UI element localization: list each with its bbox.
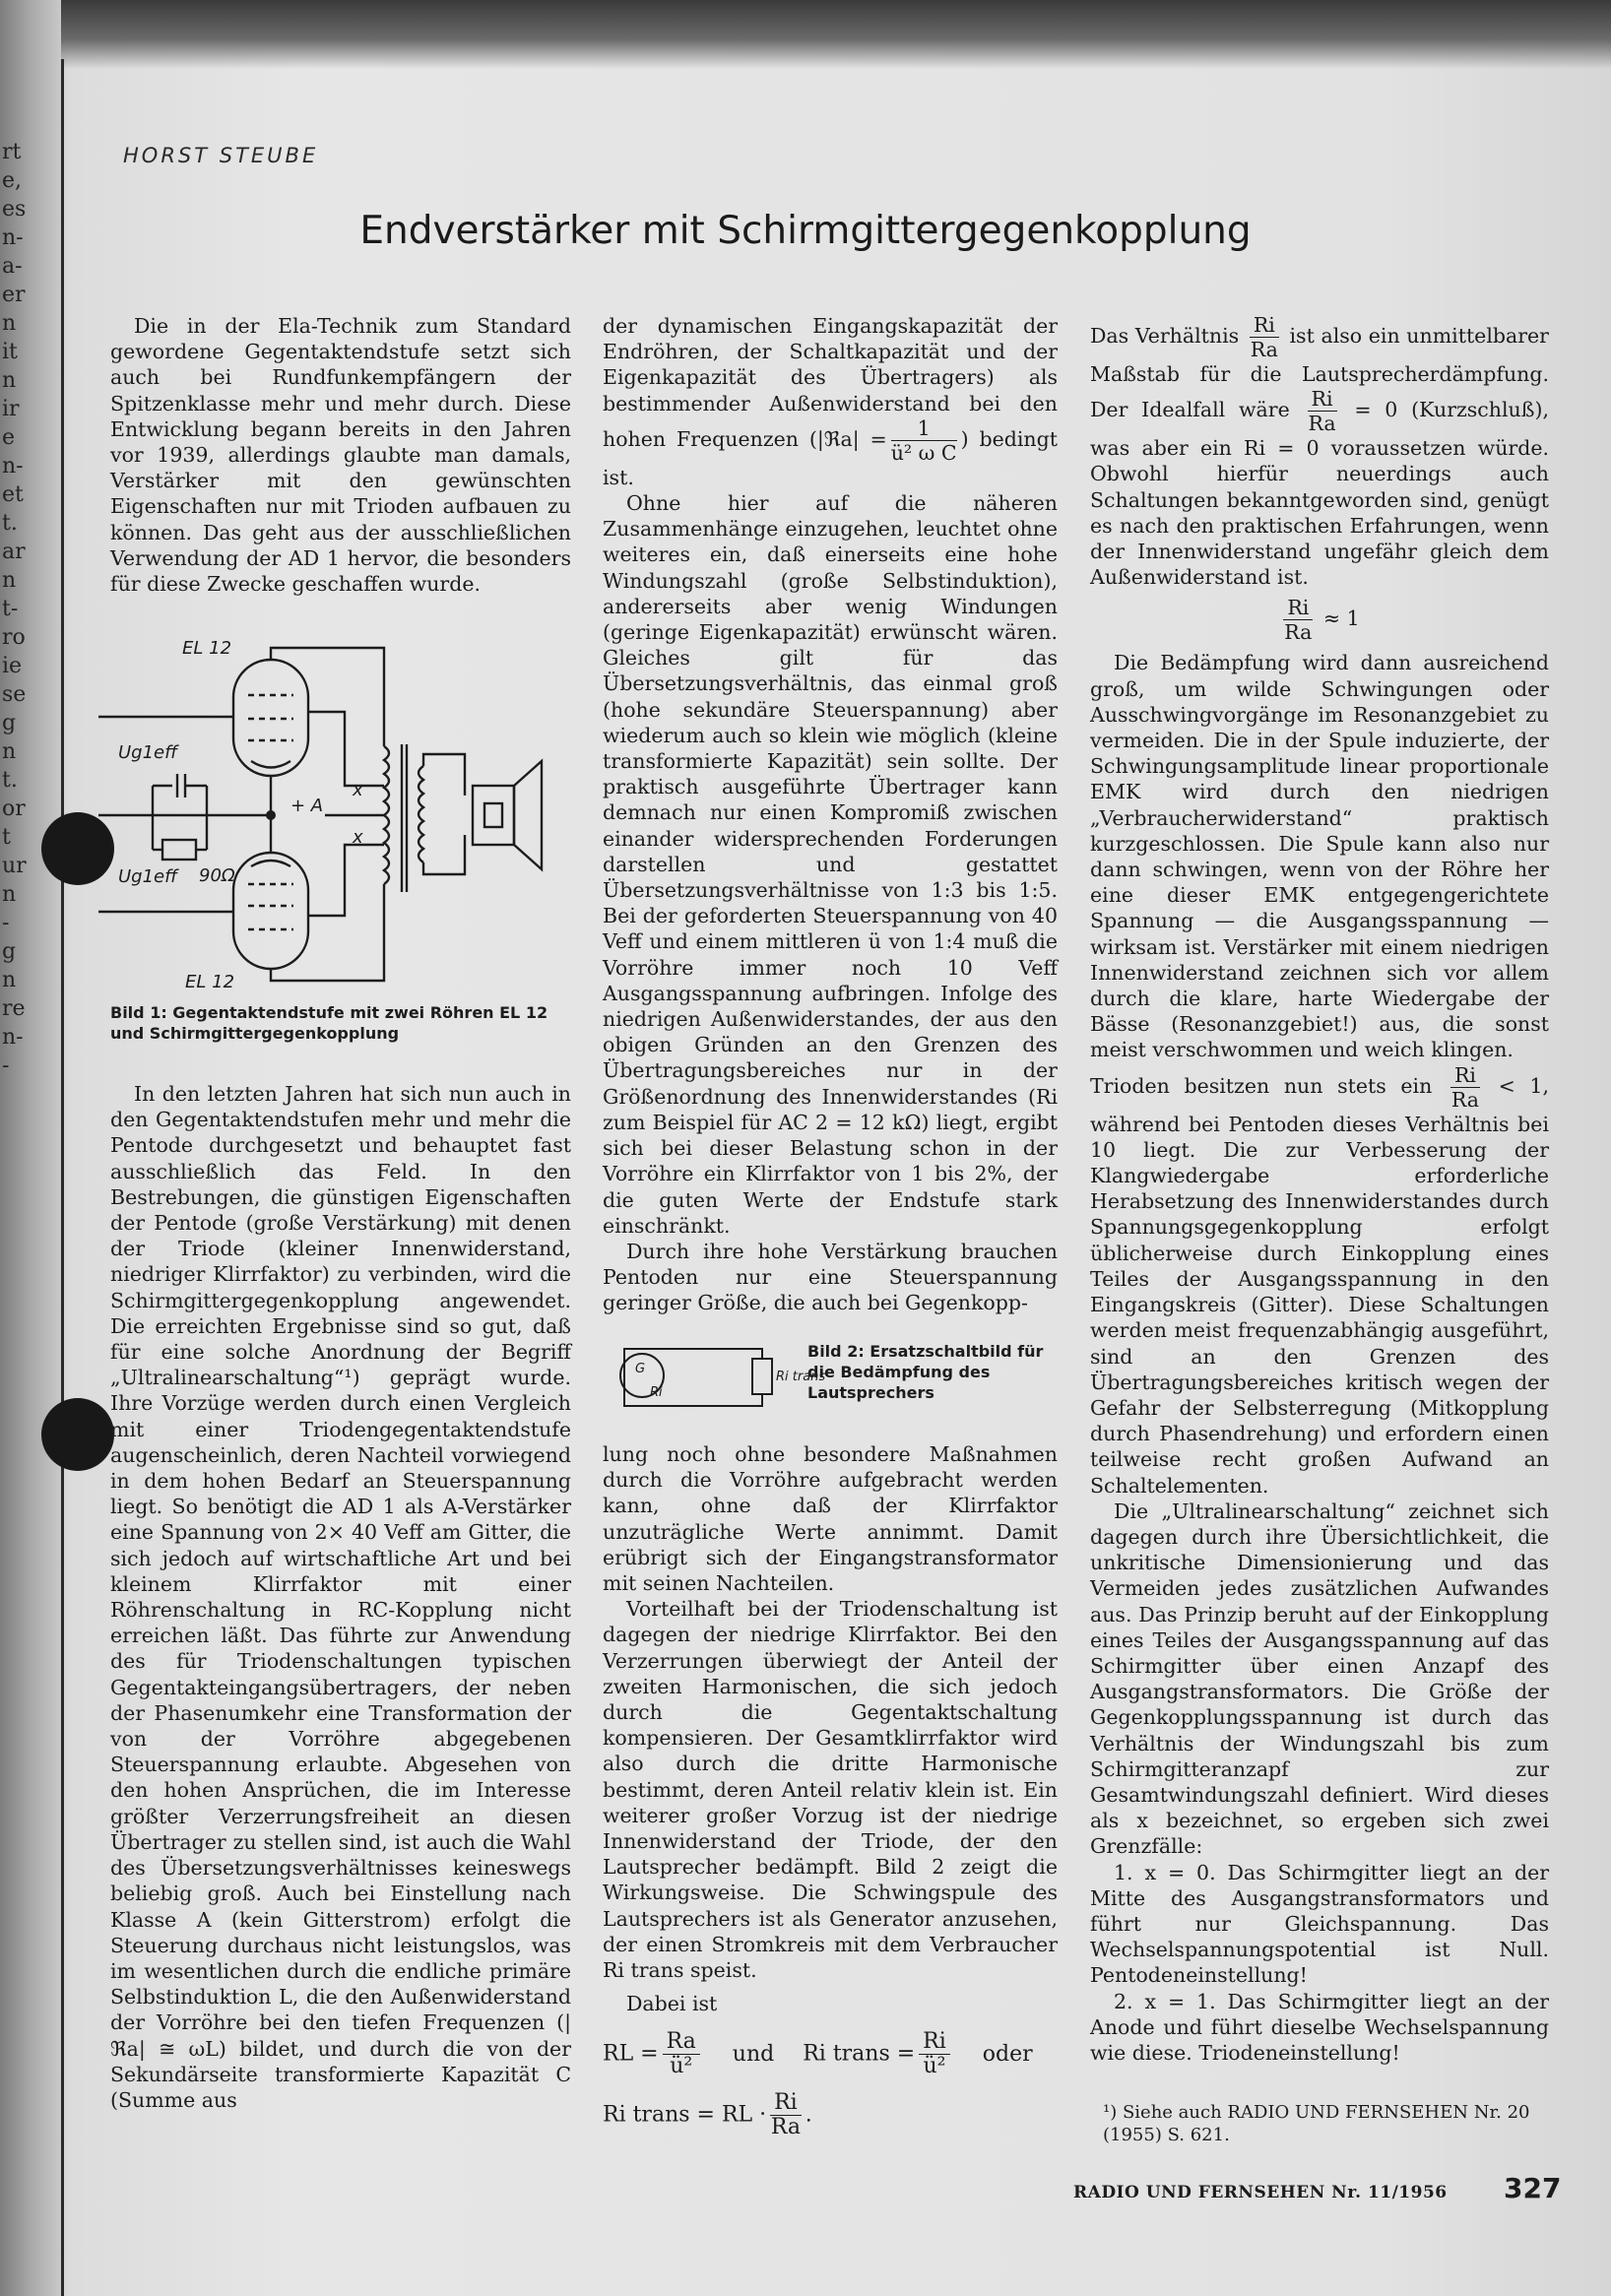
page-number: 327 xyxy=(1504,2172,1562,2204)
label-tube-bottom: EL 12 xyxy=(185,972,235,992)
fraction-numerator: Ri xyxy=(1250,313,1279,338)
figure-2-equivalent-circuit xyxy=(612,1331,826,1420)
fraction-numerator: Ri xyxy=(770,2091,802,2116)
fraction-denominator: Ra xyxy=(770,2115,801,2139)
eq-lhs: Ri trans = RL · xyxy=(603,2102,767,2128)
top-shadow xyxy=(0,0,1611,69)
article-title: Endverstärker mit Schirmgittergegenkopplung xyxy=(359,209,1252,253)
eq-und: und xyxy=(732,2041,775,2067)
spine-edge xyxy=(61,59,64,2296)
formula-inline xyxy=(808,415,961,465)
eq-oder: oder xyxy=(982,2041,1033,2067)
text-run: Das Verhältnis xyxy=(1090,324,1240,348)
paragraph: 2. x = 1. Das Schirmgitter liegt an der Anode und führt dieselbe Wechselspannung wie diese. Triodeneinstellung! xyxy=(1090,1989,1549,2065)
figure-1-caption: Bild 1: Gegentaktendstufe mit zwei Röhren EL 12 und Schirmgittergegenkopplung xyxy=(110,1003,548,1043)
label-resistor: 90Ω xyxy=(199,865,235,886)
equation-1 xyxy=(603,2030,1033,2078)
fraction-numerator: 1 xyxy=(891,416,957,441)
fraction xyxy=(919,2030,950,2078)
figure-1-circuit xyxy=(98,638,571,990)
paragraph: Vorteilhaft bei der Triodenschaltung ist dagegen der niedrige Klirrfaktor. Bei den Verzerrungen überwiegt der Anteil der zweiten Harmonischen, die sich jedoch durch die Gegentaktschaltung kompensieren. Der Gesamtklirrfaktor wird also durch die dritte Harmonische bestimmt, deren Anteil relativ klein ist. Ein weiterer großer Vorzug ist der niedrige Innenwiderstand der Triode, der den Lautsprecher bedämpft. Bild 2 zeigt die Wirkungsweise. Die Schwingspule des Lautsprechers ist als Generator anzusehen, der einen Stromkreis mit dem Verbraucher Ri trans speist. xyxy=(603,1597,1058,1983)
fraction-numerator: Ri xyxy=(1450,1063,1480,1088)
equation-2 xyxy=(603,2091,812,2139)
junction-dot xyxy=(266,810,276,820)
label-plus-a: + A xyxy=(290,796,324,816)
text-run: ) bedingt ist. xyxy=(603,426,1058,489)
fraction-denominator: ü² xyxy=(923,2054,946,2078)
fraction xyxy=(1283,596,1313,644)
paragraph: lung noch ohne besondere Maßnahmen durch die Vorröhre aufgebracht werden kann, ohne daß der Klirrfaktor unzuträgliche Werte annimmt. Damit erübrigt sich der Eingangstransformator mit seinen Nachteilen. xyxy=(603,1442,1058,1596)
fraction-numerator: Ri xyxy=(919,2030,950,2055)
paragraph xyxy=(603,313,1058,490)
fraction xyxy=(663,2030,700,2078)
author: HORST STEUBE xyxy=(123,144,319,167)
text-run: der dynamischen Eingangskapazität der Endröhren, der Schaltkapazität und der Eigenkapazität des Übertragers) als bestimmender Außenwiderstand bei den hohen Frequenzen xyxy=(603,314,1058,451)
text-run: während bei Pentoden dieses Verhältnis bei 10 liegt. Die zur Verbesserung der Klangwiedergabe erforderliche Herabsetzung des Innenwiderstandes durch Spannungsgegenkopplung erfolgt üblicherweise durch Einkopplung eines Teiles der Ausgangsspannung in den Eingangskreis (Gitter). Diese Schaltungen werden meist frequenzabhängig ausgeführt, sind an den Grenzen des Übertragungsbereiches kritisch wegen der Gefahr der Selbsterregung (Mitkopplung durch Phasendrehung) und erfordern einen teilweise recht großen Aufwand an Schaltelementen. xyxy=(1090,1112,1549,1498)
label-x-top: x xyxy=(353,780,363,800)
eq-lhs: RL = xyxy=(603,2041,659,2067)
text-run: ≈ 1 xyxy=(1322,606,1360,631)
gutter-text-fragments: rt e, es n- a- er n it n ir e n- et t. ar n t- ro ie se g n t. or t ur n - g n re n- - xyxy=(2,140,27,1078)
fraction-denominator: Ra xyxy=(1308,412,1336,436)
fraction-denominator: Ra xyxy=(1450,1087,1479,1112)
label-ug1-top: Ug1eff xyxy=(118,742,178,763)
formula-lhs: (|ℜa| = xyxy=(808,426,887,451)
eq-end: . xyxy=(805,2102,812,2128)
paragraph: Durch ihre hohe Verstärkung brauchen Pentoden nur eine Steuerspannung geringer Größe, die auch bei Gegenkopp- xyxy=(603,1239,1058,1315)
punch-hole-lower xyxy=(41,1398,114,1471)
fraction-numerator: Ri xyxy=(1283,596,1313,620)
label-ri-trans: Ri trans xyxy=(776,1370,826,1384)
text-run: < 1, xyxy=(1498,1073,1549,1098)
paragraph: Dabei ist xyxy=(626,1992,718,2016)
paragraph: Die Bedämpfung wird dann ausreichend groß, um wilde Schwingungen oder Ausschwingvorgänge im Resonanzgebiet zu vermeiden. Die in der Spule induzierte, der Schwingungsamplitude linear proportionale EMK wird durch den niedrigen „Verbraucherwiderstand“ praktisch kurzgeschlossen. Die Spule kann also nur dann schwingen, wenn von der Röhre her eine dieser EMK entgegengerichtete Spannung — die Ausgangsspannung — wirksam ist. Verstärker mit einem niedrigen Innenwiderstand zeichnen sich vor allem durch die klare, harte Wiedergabe der Bässe (Resonanzgebiet!) aus, die sonst meist verschwommen und weich klingen. xyxy=(1090,651,1549,1062)
text-run: ist also ein unmittelbarer Maßstab für die Lautsprecherdämpfung. Der Idealfall wäre xyxy=(1090,324,1549,422)
fraction xyxy=(1250,313,1279,361)
fraction xyxy=(1308,387,1337,435)
label-tube-top: EL 12 xyxy=(182,638,232,659)
fraction xyxy=(1450,1063,1480,1112)
label-ri: Ri xyxy=(650,1385,663,1400)
text-run: = 0 xyxy=(1354,398,1398,422)
fraction-numerator: Ra xyxy=(663,2030,700,2055)
paragraph: Ohne hier auf die näheren Zusammenhänge einzugehen, leuchtet ohne weiteres ein, daß einerseits eine hohe Windungszahl (große Selbstinduktion), andererseits aber wenig Windungen (geringe Eigenkapazität) erwünscht wären. Gleiches gilt für das Übersetzungsverhältnis, das einmal groß (hohe sekundäre Steuerspannung) aber wiederum auch so klein wie möglich (kleine transformierte Kapazität) sein sollte. Der praktisch ausgeführte Übertrager kann demnach nur einen Kompromiß zwischen einander widersprechenden Forderungen darstellen und gestattet Übersetzungsverhältnisse von 1:3 bis 1:5. Bei der geforderten Steuerspannung von 40 Veff und einem mittleren ü von 1:4 muß die Vorröhre immer noch 10 Veff Ausgangsspannung aufbringen. Infolge des niedrigen Außenwiderstandes, der aus den obigen Gründen an den Grenzen des Übertragungsbereiches nur in der Größenordnung des Innenwiderstandes (Ri zum Beispiel für AC 2 = 12 kΩ) liegt, ergibt sich bei dieser Belastung schon in der Vorröhre ein Klirrfaktor von 1 bis 2%, der die guten Werte der Endstufe stark einschränkt. xyxy=(603,491,1058,1238)
footer-journal: RADIO UND FERNSEHEN Nr. 11/1956 xyxy=(1073,2183,1448,2202)
fraction xyxy=(770,2091,802,2139)
fraction-denominator: ü² xyxy=(670,2054,693,2078)
column-3 xyxy=(1090,313,1549,2066)
fraction-numerator: Ri xyxy=(1308,387,1337,412)
paragraph xyxy=(1090,1063,1549,1499)
column-1-main xyxy=(110,1081,571,2113)
footnote: ¹) Siehe auch RADIO UND FERNSEHEN Nr. 20 (1955) S. 621. xyxy=(1103,2102,1530,2145)
text-run: Trioden besitzen nun stets ein xyxy=(1090,1073,1433,1098)
paragraph xyxy=(1090,313,1549,590)
column-2-top xyxy=(603,313,1058,1316)
eq-mid: Ri trans = xyxy=(803,2041,916,2067)
fraction-denominator: Ra xyxy=(1250,338,1278,361)
label-ug1-bottom: Ug1eff xyxy=(118,866,178,887)
formula-block xyxy=(1090,596,1549,644)
fraction-denominator: ü² ω C xyxy=(890,440,957,465)
figure-2-caption: Bild 2: Ersatzschaltbild für die Bedämpfung des Lautsprechers xyxy=(807,1342,1044,1402)
paragraph: 1. x = 0. Das Schirmgitter liegt an der Mitte des Ausgangstransformators und führt nur Gleichspannung. Das Wechselspannungspotential ist Null. Pentodeneinstellung! xyxy=(1090,1860,1549,1988)
text-run: (Kurzschluß), was aber ein Ri = 0 voraussetzen würde. Obwohl hierfür neuerdings auch Schaltungen bekanntgeworden sind, genügt es nach den praktischen Erfahrungen, wenn der Innenwiderstand ungefähr gleich dem Außenwiderstand ist. xyxy=(1090,398,1549,590)
fraction-denominator: Ra xyxy=(1284,620,1313,645)
tube-bottom-envelope xyxy=(233,853,308,969)
paragraph: In den letzten Jahren hat sich nun auch in den Gegentaktendstufen mehr und mehr die Pentode durchgesetzt und behauptet fast ausschließlich das Feld. In den Bestrebungen, die günstigen Eigenschaften der Pentode (große Verstärkung) mit denen der Triode (kleiner Innenwiderstand, niedriger Klirrfaktor) zu verbinden, wird die Schirmgittergegenkopplung angewendet. Die erreichten Ergebnisse sind so gut, daß für eine solche Anordnung der Begriff „Ultralinearschaltung“¹) geprägt wurde. Ihre Vorzüge werden durch einen Vergleich mit einer Triodengegentaktendstufe augenscheinlich, deren Nachteil vorwiegend in dem hohen Bedarf an Steuerspannung liegt. So benötigt die AD 1 als A-Verstärker eine Spannung von 2× 40 Veff am Gitter, die sich jedoch auf wirtschaftliche Art und bei kleinem Klirrfaktor mit einer Röhrenschaltung in RC-Kopplung nicht erreichen läßt. Das führte zur Anwendung des für Triodenschaltungen typischen Gegentakteingangsübertragers, der neben der Phasenumkehr eine Transformation der von der Vorröhre abgegebenen Steuerspannung erlaubte. Abgesehen von den hohen Ansprüchen, die im Interesse größter Verzerrungsfreiheit an diesen Übertrager zu stellen sind, ist auch die Wahl des Übersetzungsverhältnisses keineswegs beliebig groß. Auch bei Einstellung nach Klasse A (kein Gitterstrom) erfolgt die Steuerung durchaus nicht leistungslos, was im wesentlichen durch die endliche primäre Selbstinduktion L, die den Außenwiderstand der Vorröhre bei den tiefen Frequenzen (|ℜa| ≅ ωL) bildet, und durch die von der Sekundärseite transformierte Kapazität C (Summe aus xyxy=(110,1082,571,2112)
paragraph: Die „Ultralinearschaltung“ zeichnet sich dagegen durch ihre Übersichtlichkeit, die unkritische Dimensionierung und das Vermeiden jedes zusätzlichen Aufwandes aus. Das Prinzip beruht auf der Einkopplung eines Teiles der Ausgangsspannung auf das Schirmgitter über einen Anzapf des Ausgangstransformators. Die Größe der Gegenkopplungsspannung ist durch das Verhältnis der Windungszahl bis zum Schirmgitteranzapf zur Gesamtwindungszahl definiert. Wird dieses als x bezeichnet, so ergeben sich zwei Grenzfälle: xyxy=(1090,1499,1549,1859)
fraction xyxy=(891,416,957,465)
paragraph: Die in der Ela-Technik zum Standard gewordene Gegentaktendstufe setzt sich auch bei Rundfunkempfängern der Spitzenklasse mehr und mehr durch. Diese Entwicklung begann bereits in den Jahren vor 1939, allerdings glaubte man damals, Verstärker mit den gewünschten Eigenschaften nur mit Trioden aufbauen zu können. Das geht aus der ausschließlichen Verwendung der AD 1 hervor, die besonders für diese Zwecke geschaffen wurde. xyxy=(110,314,571,597)
column-2-bottom xyxy=(603,1441,1058,2016)
label-x-bottom: x xyxy=(353,827,363,848)
label-generator: G xyxy=(635,1362,646,1376)
column-1-intro xyxy=(110,313,571,597)
